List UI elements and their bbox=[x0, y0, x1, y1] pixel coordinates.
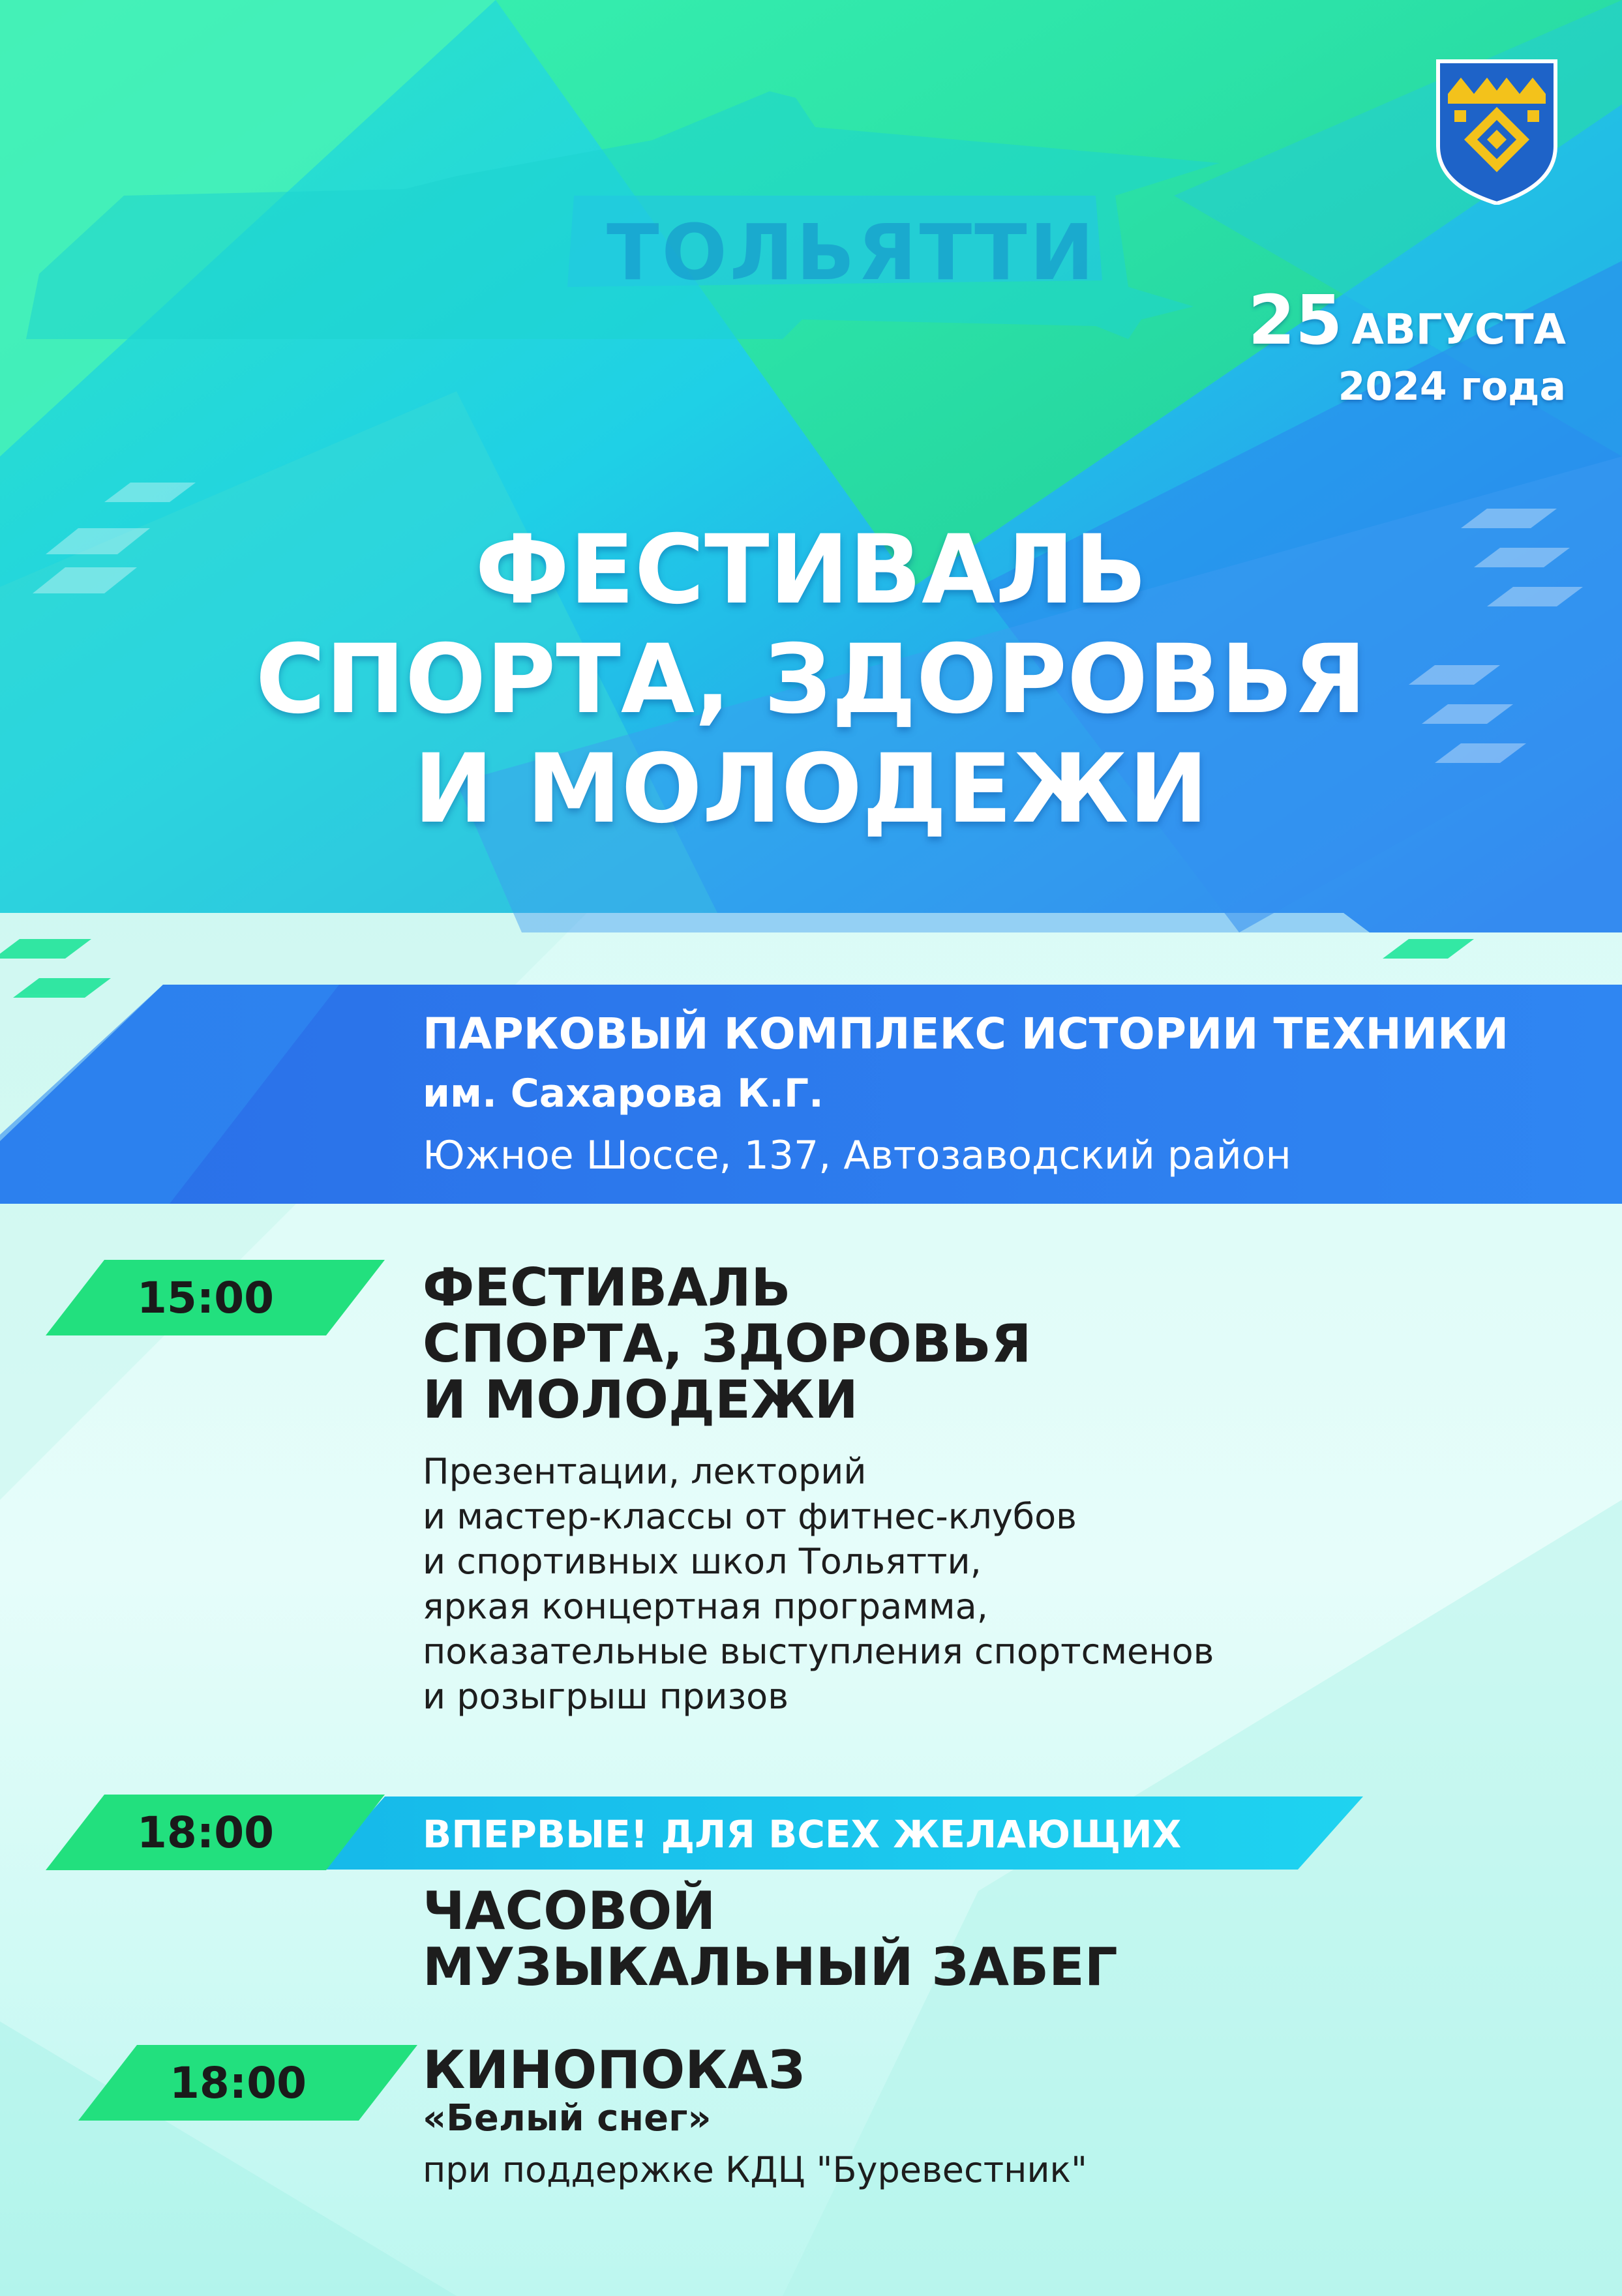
time-badge-1 bbox=[46, 1260, 385, 1335]
event-1-title bbox=[423, 1257, 1032, 1430]
event-3-title bbox=[423, 2042, 805, 2098]
event-1-title-line-3: И МОЛОДЕЖИ bbox=[423, 1369, 858, 1430]
event-1-desc-line: яркая концертная программа, bbox=[423, 1586, 988, 1627]
time-badge-3 bbox=[78, 2045, 417, 2121]
first-time-banner-text: ВПЕРВЫЕ! ДЛЯ ВСЕХ ЖЕЛАЮЩИХ bbox=[423, 1812, 1182, 1856]
title-line-1: ФЕСТИВАЛЬ bbox=[475, 514, 1147, 625]
event-1-desc-line: и спортивных школ Тольятти, bbox=[423, 1541, 982, 1582]
event-1-title-line-2: СПОРТА, ЗДОРОВЬЯ bbox=[423, 1313, 1032, 1374]
event-1-desc-line: и мастер-классы от фитнес-клубов bbox=[423, 1496, 1077, 1537]
time-label: 15:00 bbox=[136, 1272, 275, 1323]
venue-block bbox=[423, 1004, 1597, 1188]
event-1-desc-line: Презентации, лекторий bbox=[423, 1451, 867, 1492]
event-2-title-line-2: МУЗЫКАЛЬНЫЙ ЗАБЕГ bbox=[423, 1937, 1118, 1997]
event-3-title-line-1: КИНОПОКАЗ bbox=[423, 2040, 805, 2100]
time-label: 18:00 bbox=[169, 2057, 307, 2108]
poster-title bbox=[0, 515, 1622, 844]
venue-person: им. Сахарова К.Г. bbox=[423, 1071, 824, 1116]
event-1-desc-line: и розыгрыш призов bbox=[423, 1676, 789, 1717]
time-label: 18:00 bbox=[136, 1807, 275, 1858]
date-day: 25 bbox=[1248, 280, 1343, 360]
event-year: 2024 года bbox=[1338, 364, 1566, 410]
title-line-3: И МОЛОДЕЖИ bbox=[413, 734, 1209, 844]
event-2-title-line-1: ЧАСОВОЙ bbox=[423, 1881, 716, 1941]
event-1-title-line-1: ФЕСТИВАЛЬ bbox=[423, 1257, 791, 1318]
city-watermark: ТОЛЬЯТТИ bbox=[607, 207, 1097, 297]
event-date bbox=[1248, 280, 1566, 360]
time-badge-2 bbox=[46, 1795, 385, 1870]
venue-name: ПАРКОВЫЙ КОМПЛЕКС ИСТОРИИ ТЕХНИКИ bbox=[423, 1009, 1509, 1059]
title-line-2: СПОРТА, ЗДОРОВЬЯ bbox=[255, 624, 1367, 735]
event-2-title bbox=[423, 1883, 1118, 1995]
event-1-description bbox=[423, 1449, 1214, 1719]
film-support: при поддержке КДЦ "Буревестник" bbox=[423, 2149, 1088, 2190]
film-name: «Белый снег» bbox=[423, 2097, 712, 2139]
city-coat-of-arms-logo bbox=[1432, 55, 1562, 205]
event-1-desc-line: показательные выступления спортсменов bbox=[423, 1631, 1214, 1672]
date-month: АВГУСТА bbox=[1351, 306, 1566, 354]
venue-address: Южное Шоссе, 137, Автозаводский район bbox=[423, 1133, 1291, 1178]
